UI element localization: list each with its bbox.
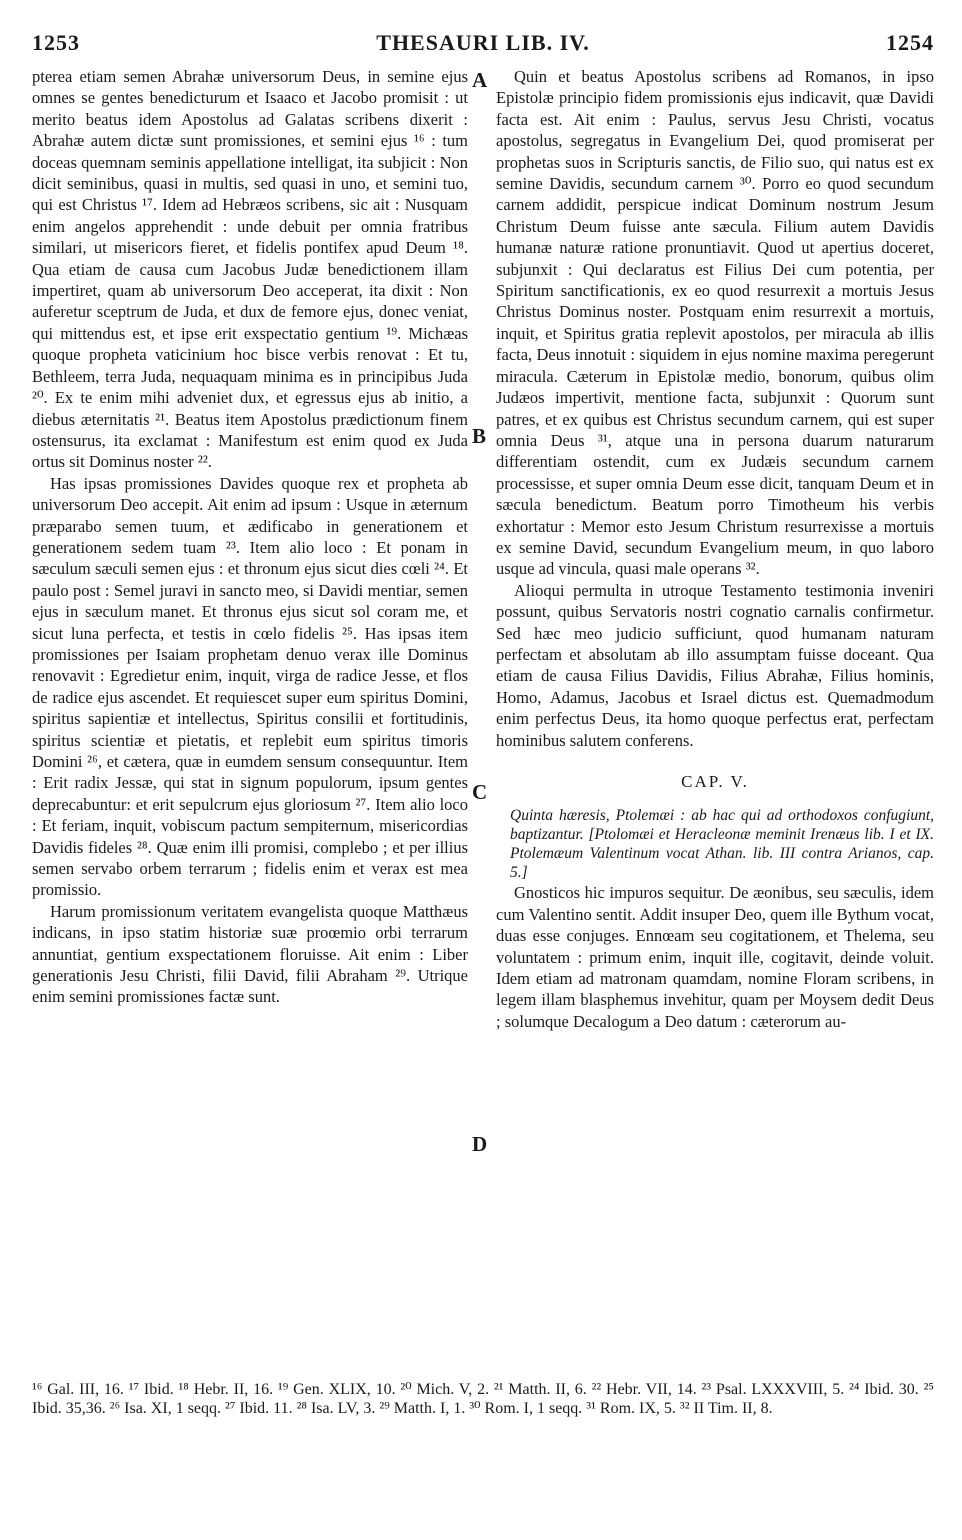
left-paragraph-1: pterea etiam semen Abrahæ universorum Deus, in semine ejus omnes se gentes benedicturum et Isaaco et Jacobo promisit : ut merito beatus idem Apostolus ad Galatas scribens dixerit : Abrahæ autem dictæ sunt promissiones, et semini ejus ¹⁶ : tum doceas quemnam seminis appellatione intelligat, ita subjicit : Non dicit seminibus, quasi in multis, sed quasi in uno, et semini tuo, qui est Christus ¹⁷. Idem ad Hebræos scribens, sic ait : Nusquam enim angelos apprehendit : unde debuit per omnia fratribus similari, ut misericors fieret, et fidelis pontifex apud Deum ¹⁸. Qua etiam de causa cum Jacobus Judæ benedictionem illam impertiret, quam ab universorum Deo acceperat, ita dixit : Non auferetur sceptrum de Juda, et dux de femore ejus, donec veniat, qui mittendus est, et ipse erit exspectatio gentium ¹⁹. Michæas quoque propheta vaticinium hoc bisce verbis renovat : Et tu, Bethleem, terra Juda, nequaquam minima es in principibus Juda ²⁰. Ex te enim mihi adveniet dux, et egressus ejus ab initio, a diebus æternitatis ²¹. Beatus item Apostolus prædictionum finem ostensurus, ita exclamat : Manifestum est enim quod ex Juda ortus sit Dominus noster ²².	[32, 67, 468, 472]
chapter-text: Gnosticos hic impuros sequitur. De æonibus, seu sæculis, idem cum Valentino sentit. Addit insuper Deo, quem ille Bythum vocat, duas esse conjuges. Ennœam seu cogitationem, et Thelema, seu voluntatem : primum enim, inquit ille, cogitavit, deinde voluit. Idem etiam ad matronam quamdam, nomine Floram scribens, in legem illam blasphemus invehitur, quam per Moysem dedit Deus ; solumque Decalogum a Deo datum : cæterorum au-	[496, 883, 934, 1031]
chapter-summary: Quinta hæresis, Ptolemæi : ab hac qui ad orthodoxos confugiunt, baptizantur. [Ptolomæi et Heracleonæ meminit Irenæus lib. I et IX. Ptolemæum Valentinum vocat Athan. lib. III contra Arianos, cap. 5.]	[510, 807, 934, 882]
footnotes: ¹⁶ Gal. III, 16. ¹⁷ Ibid. ¹⁸ Hebr. II, 16. ¹⁹ Gen. XLIX, 10. ²⁰ Mich. V, 2. ²¹ Matth. II, 6. ²² Hebr. VII, 14. ²³ Psal. LXXXVIII, 5. ²⁴ Ibid. 30. ²⁵ Ibid. 35,36. ²⁶ Isa. XI, 1 seqq. ²⁷ Ibid. 11. ²⁸ Isa. LV, 3. ²⁹ Matth. I, 1. ³⁰ Rom. I, 1 seqq. ³¹ Rom. IX, 5. ³² II Tim. II, 8.	[32, 1381, 934, 1417]
margin-mark-a: A	[472, 68, 488, 92]
right-paragraph-1: Quin et beatus Apostolus scribens ad Romanos, in ipso Epistolæ principio fidem promissionis ejus indicavit, quæ Davidi facta est. Ait enim : Paulus, servus Jesu Christi, vocatus apostolus, segregatus in Evangelium Dei, quod promiserat per prophetas suos in Scripturis sanctis, de Filio suo, qui natus est ex semine Davidis, secundum carnem ³⁰. Porro eo quod secundum carnem addidit, perspicue indicat Dominum nostrum Jesum Christum Deum fuisse ante sæcula. Filium autem Davidis humanæ naturæ ratione pronuntiavit. Quod ut apertius doceret, subjunxit : Qui declaratus est Filius Dei cum potentia, per Spiritum sanctificationis, ex eo quod resurrexit a mortuis Jesus Christus Dominus noster. Postquam enim resurrexit a mortuis, inquit, et Spiritus gratia replevit apostolos, per miracula ab illis facta, Deus innotuit : siquidem in ejus nomine maxima peregerunt miracula. Cæterum in Epistolæ medio, bonorum, quibus olim Judæos impertivit, mentione facta, subjunxit : Quorum sunt patres, et ex quibus est Christus secundum carnem, qui est super omnia Deus ³¹, atque una in persona duarum naturarum differentiam ostendit, cum ex Judæis secundum carnem processisse, et super omnia Deum esse dicit, tanquam Deum et in sæcula benedictum. Beatum porro Timotheum his verbis exhortatur : Memor esto Jesum Christum resurrexisse a mortuis ex semine David, secundum Evangelium meum, in quo laboro usque ad vincula, quasi male operans ³².	[496, 67, 934, 579]
left-paragraph-3: Harum promissionum veritatem evangelista quoque Matthæus indicans, in ipso statim historiæ suæ proœmio orbi terrarum annuntiat, gentium exspectationem floruisse. Ait enim : Liber generationis Jesu Christi, filii David, filii Abraham ²⁹. Utrique enim semini promissiones factæ sunt.	[32, 901, 468, 1007]
margin-mark-c: C	[472, 780, 488, 804]
left-paragraph-2: Has ipsas promissiones Davides quoque rex et propheta ab universorum Deo accepit. Ait enim ad ipsum : Usque in æternum præparabo semen tuum, et ædificabo in generationem et generationem sedem tuam ²³. Item alio loco : Et ponam in sæculum sæculi semen ejus : et thronum ejus sicut dies cœli ²⁴. Et paulo post : Semel juravi in sancto meo, si Davidi mentiar, semen ejus in sæculum manet. Et thronus ejus sicut sol coram me, et sicut luna perfecta, et testis in cœlo fidelis ²⁵. Has ipsas item promissiones per Isaiam prophetam denuo verax ille Dominus renovavit : Egredietur enim, inquit, virga de radice Jesse, et flos de radice ejus ascendet. Et requiescet super eum spiritus Domini, spiritus sapientiæ et intellectus, Spiritus consilii et fortitudinis, spiritus scientiæ et pietatis, et replebit eum spiritus timoris Domini ²⁶, et cætera, quæ in eumdem sensum consequuntur. Item : Erit radix Jessæ, qui stat in signum populorum, ipsum gentes deprecabuntur: et erit sepulcrum ejus gloriosum ²⁷. Item alio loco : Et feriam, inquit, vobiscum pactum sempiternum, misericordias Davidis fideles ²⁸. Quæ enim illi promisi, complebo ; et per illius semen servabo orbem terrarum ; fidelis enim et verax est mea promissio.	[32, 473, 468, 900]
running-title: THESAURI LIB. IV.	[376, 30, 590, 55]
left-column	[32, 66, 468, 1008]
chapter-heading: CAP. V.	[681, 772, 749, 791]
page-header	[32, 30, 934, 60]
right-column	[496, 66, 934, 1032]
page-number-left: 1253	[32, 30, 80, 55]
margin-mark-b: B	[472, 424, 487, 448]
right-paragraph-2: Alioqui permulta in utroque Testamento testimonia inveniri possunt, quibus Servatoris nostri cognatio carnalis confirmetur. Sed hæc meo judicio sufficiunt, quod humanam naturam perfectam et absolutam ab illo assumptam fuisse doceant. Qua etiam de causa Filius Davidis, Filius Abrahæ, Filius hominis, Homo, Adamus, Jacobus et Israel dictus est. Quemadmodum enim perfectus Deus, ita homo quoque perfectus erat, perfectam hominibus salutem conferens.	[496, 580, 934, 750]
margin-mark-d: D	[472, 1132, 488, 1156]
page-number-right: 1254	[886, 30, 934, 55]
